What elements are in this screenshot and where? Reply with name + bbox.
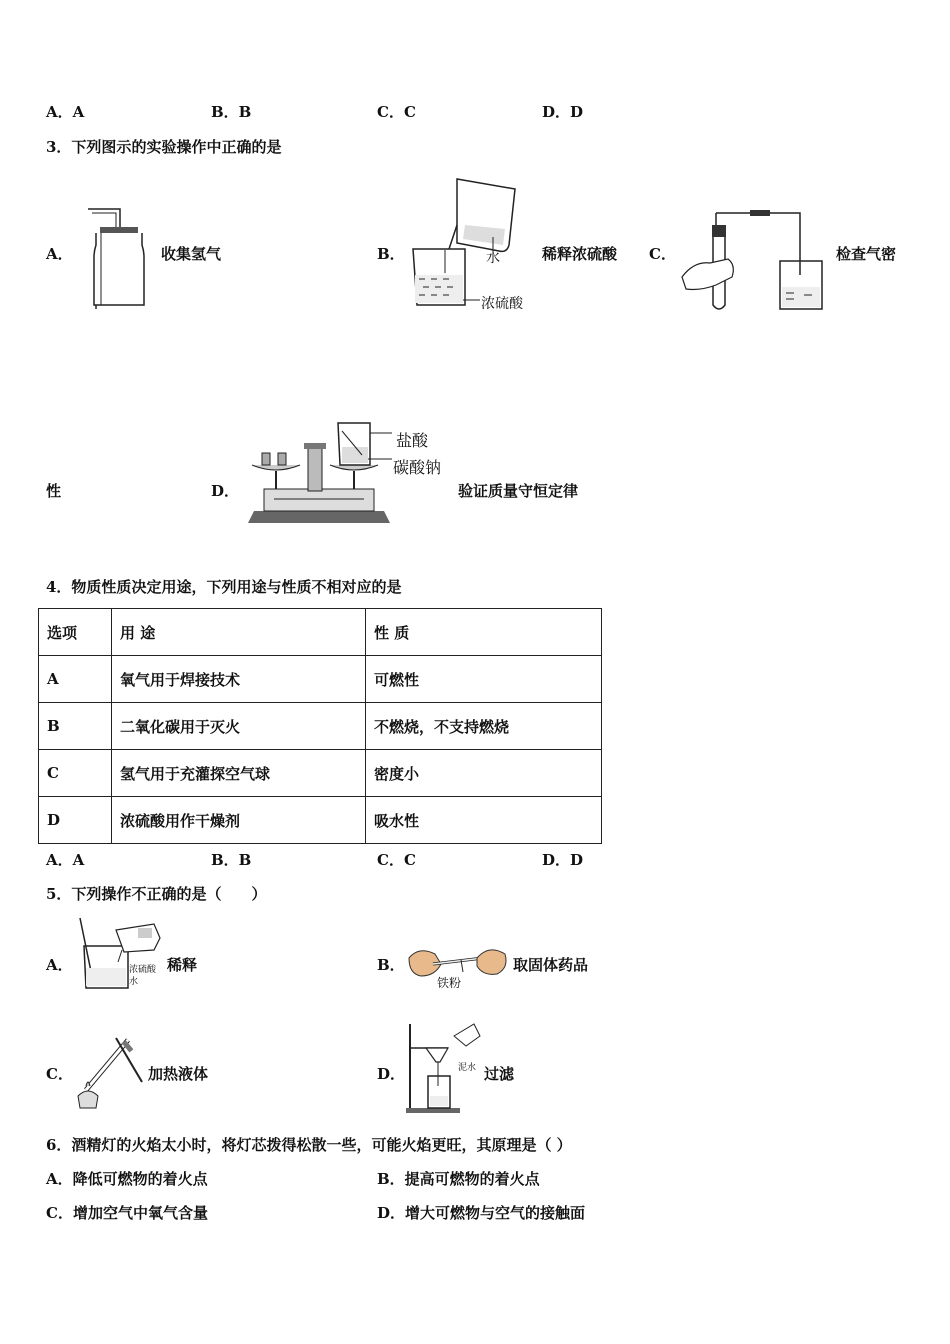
q5-a-text: 稀释 bbox=[167, 956, 198, 974]
q5-d-text: 过滤 bbox=[484, 1065, 515, 1083]
table-row bbox=[39, 750, 602, 797]
q5-b-text: 取固体药品 bbox=[513, 956, 589, 974]
cell-use: 氧气用于焊接技术 bbox=[112, 656, 366, 703]
table-row bbox=[39, 703, 602, 750]
q3-a-letter: A． bbox=[46, 245, 73, 263]
header-property: 性 质 bbox=[366, 609, 602, 656]
table-header-row bbox=[39, 609, 602, 656]
q6-option-a: A．降低可燃物的着火点 bbox=[46, 1170, 208, 1188]
q6-option-c: C．增加空气中氧气含量 bbox=[46, 1204, 208, 1222]
q5-b-letter: B． bbox=[377, 956, 405, 974]
q5-heat-liquid-illustration bbox=[72, 1034, 147, 1112]
gas-collection-bottle-illustration bbox=[80, 205, 150, 310]
q4-stem: 4．物质性质决定用途，下列用途与性质不相对应的是 bbox=[46, 578, 402, 596]
header-use: 用 途 bbox=[112, 609, 366, 656]
q5-d-letter: D． bbox=[377, 1065, 406, 1083]
q6-stem: 6．酒精灯的火焰太小时，将灯芯拨得松散一些，可能火焰更旺，其原理是（ ） bbox=[46, 1136, 572, 1154]
cell-option: B bbox=[39, 703, 112, 750]
cell-use: 氢气用于充灌探空气球 bbox=[112, 750, 366, 797]
q2-option-d: D．D bbox=[542, 103, 584, 121]
cell-option: D bbox=[39, 797, 112, 844]
q3-d-text: 验证质量守恒定律 bbox=[458, 482, 579, 500]
q6-option-b: B．提高可燃物的着火点 bbox=[377, 1170, 540, 1188]
q3-d-letter: D． bbox=[211, 482, 240, 500]
cell-use: 二氧化碳用于灭火 bbox=[112, 703, 366, 750]
cell-property: 可燃性 bbox=[366, 656, 602, 703]
q4-option-b: B．B bbox=[211, 851, 252, 869]
q4-table bbox=[38, 608, 602, 844]
label-sodium-carbonate: 碳酸钠 bbox=[393, 458, 442, 477]
label-conc-sulfuric-acid: 浓硫酸 bbox=[481, 296, 523, 312]
cell-option: C bbox=[39, 750, 112, 797]
label-a-water: 水 bbox=[129, 977, 139, 987]
cell-option: A bbox=[39, 656, 112, 703]
label-water: 水 bbox=[486, 250, 500, 266]
q2-option-a: A．A bbox=[46, 103, 85, 121]
q3-c-letter: C． bbox=[649, 245, 676, 263]
q3-c-text: 检查气密 bbox=[836, 245, 897, 263]
table-row bbox=[39, 797, 602, 844]
q4-option-c: C．C bbox=[377, 851, 416, 869]
q3-c-text-cont: 性 bbox=[46, 482, 62, 500]
cell-property: 密度小 bbox=[366, 750, 602, 797]
airtightness-check-illustration bbox=[680, 205, 830, 315]
label-a-conc-acid: 浓硫酸 bbox=[129, 965, 157, 975]
cell-property: 不燃烧，不支持燃烧 bbox=[366, 703, 602, 750]
q3-a-text: 收集氢气 bbox=[161, 245, 222, 263]
q3-stem: 3．下列图示的实验操作中正确的是 bbox=[46, 138, 282, 156]
cell-property: 吸水性 bbox=[366, 797, 602, 844]
table-row bbox=[39, 656, 602, 703]
header-option: 选项 bbox=[39, 609, 112, 656]
label-hydrochloric-acid: 盐酸 bbox=[396, 431, 429, 450]
label-muddy-water: 泥水 bbox=[458, 1063, 477, 1073]
q5-dilution-illustration bbox=[78, 916, 168, 991]
q5-c-letter: C． bbox=[46, 1065, 73, 1083]
q5-c-text: 加热液体 bbox=[148, 1065, 209, 1083]
q4-option-d: D．D bbox=[542, 851, 584, 869]
q2-option-b: B．B bbox=[211, 103, 252, 121]
q5-a-letter: A． bbox=[46, 956, 73, 974]
q3-b-text: 稀释浓硫酸 bbox=[542, 245, 618, 263]
label-iron-powder: 铁粉 bbox=[437, 976, 462, 990]
cell-use: 浓硫酸用作干燥剂 bbox=[112, 797, 366, 844]
q5-stem: 5．下列操作不正确的是（ ） bbox=[46, 885, 267, 903]
q3-b-letter: B． bbox=[377, 245, 405, 263]
q2-option-c: C．C bbox=[377, 103, 416, 121]
q6-option-d: D．增大可燃物与空气的接触面 bbox=[377, 1204, 586, 1222]
q4-option-a: A．A bbox=[46, 851, 85, 869]
